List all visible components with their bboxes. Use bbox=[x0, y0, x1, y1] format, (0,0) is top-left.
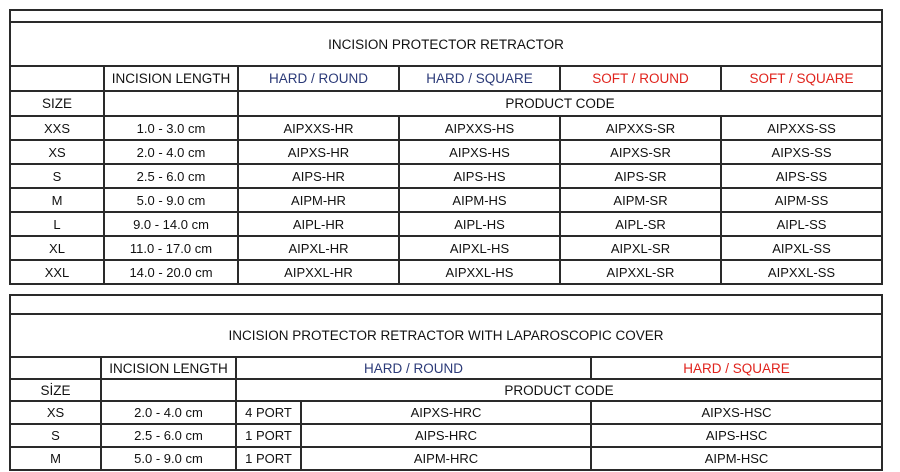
laparoscopic-cover-table bbox=[9, 294, 883, 471]
code-cell: AIPXXL-HR bbox=[238, 260, 399, 284]
table-row bbox=[10, 140, 882, 164]
code-cell: AIPM-HRC bbox=[301, 447, 591, 470]
table-title: INCISION PROTECTOR RETRACTOR WITH LAPAROSCOPIC COVER bbox=[10, 314, 882, 357]
blank-header-cell bbox=[10, 357, 101, 379]
category-soft-square: SOFT / SQUARE bbox=[721, 66, 882, 91]
category-hard-round: HARD / ROUND bbox=[236, 357, 591, 379]
category-soft-round: SOFT / ROUND bbox=[560, 66, 721, 91]
code-cell: AIPXL-HR bbox=[238, 236, 399, 260]
code-cell: AIPL-HR bbox=[238, 212, 399, 236]
table-row bbox=[10, 188, 882, 212]
code-cell: AIPXL-SR bbox=[560, 236, 721, 260]
code-cell: AIPXL-HS bbox=[399, 236, 560, 260]
table-row bbox=[10, 164, 882, 188]
table-row bbox=[10, 236, 882, 260]
code-cell: AIPXS-HRC bbox=[301, 401, 591, 424]
code-cell: AIPXXL-SR bbox=[560, 260, 721, 284]
table-row bbox=[10, 401, 882, 424]
length-cell: 2.0 - 4.0 cm bbox=[104, 140, 238, 164]
code-cell: AIPM-SS bbox=[721, 188, 882, 212]
length-cell: 2.0 - 4.0 cm bbox=[101, 401, 236, 424]
category-hard-square: HARD / SQUARE bbox=[399, 66, 560, 91]
product-code-header: PRODUCT CODE bbox=[238, 91, 882, 116]
size-cell: M bbox=[10, 188, 104, 212]
size-cell: XS bbox=[10, 140, 104, 164]
length-cell: 2.5 - 6.0 cm bbox=[101, 424, 236, 447]
category-hard-square: HARD / SQUARE bbox=[591, 357, 882, 379]
length-cell: 9.0 - 14.0 cm bbox=[104, 212, 238, 236]
incision-length-header: INCISION LENGTH bbox=[101, 357, 236, 379]
code-cell: AIPXXS-HR bbox=[238, 116, 399, 140]
size-header: SİZE bbox=[10, 379, 101, 401]
code-cell: AIPL-HS bbox=[399, 212, 560, 236]
code-cell: AIPL-SR bbox=[560, 212, 721, 236]
code-cell: AIPS-SS bbox=[721, 164, 882, 188]
port-cell: 1 PORT bbox=[236, 447, 301, 470]
top-strip bbox=[10, 295, 882, 314]
product-code-header: PRODUCT CODE bbox=[236, 379, 882, 401]
code-cell: AIPS-HS bbox=[399, 164, 560, 188]
port-cell: 1 PORT bbox=[236, 424, 301, 447]
size-cell: XXS bbox=[10, 116, 104, 140]
size-cell: M bbox=[10, 447, 101, 470]
size-cell: S bbox=[10, 424, 101, 447]
code-cell: AIPXXS-SS bbox=[721, 116, 882, 140]
table-title: INCISION PROTECTOR RETRACTOR bbox=[10, 22, 882, 66]
code-cell: AIPXS-HSC bbox=[591, 401, 882, 424]
code-cell: AIPM-HSC bbox=[591, 447, 882, 470]
code-cell: AIPS-HR bbox=[238, 164, 399, 188]
code-cell: AIPXS-HR bbox=[238, 140, 399, 164]
code-cell: AIPXL-SS bbox=[721, 236, 882, 260]
blank-header-cell bbox=[104, 91, 238, 116]
code-cell: AIPXXS-SR bbox=[560, 116, 721, 140]
blank-header-cell bbox=[10, 66, 104, 91]
size-cell: XXL bbox=[10, 260, 104, 284]
length-cell: 5.0 - 9.0 cm bbox=[104, 188, 238, 212]
code-cell: AIPXS-HS bbox=[399, 140, 560, 164]
size-cell: XS bbox=[10, 401, 101, 424]
code-cell: AIPS-SR bbox=[560, 164, 721, 188]
incision-protector-retractor-table bbox=[9, 9, 883, 285]
size-header: SIZE bbox=[10, 91, 104, 116]
code-cell: AIPM-HS bbox=[399, 188, 560, 212]
size-cell: S bbox=[10, 164, 104, 188]
size-cell: XL bbox=[10, 236, 104, 260]
code-cell: AIPXS-SR bbox=[560, 140, 721, 164]
table-row bbox=[10, 212, 882, 236]
table-row bbox=[10, 447, 882, 470]
length-cell: 1.0 - 3.0 cm bbox=[104, 116, 238, 140]
size-cell: L bbox=[10, 212, 104, 236]
code-cell: AIPS-HRC bbox=[301, 424, 591, 447]
code-cell: AIPXS-SS bbox=[721, 140, 882, 164]
code-cell: AIPXXS-HS bbox=[399, 116, 560, 140]
table-row bbox=[10, 116, 882, 140]
table-row bbox=[10, 260, 882, 284]
length-cell: 14.0 - 20.0 cm bbox=[104, 260, 238, 284]
port-cell: 4 PORT bbox=[236, 401, 301, 424]
table-row bbox=[10, 424, 882, 447]
code-cell: AIPL-SS bbox=[721, 212, 882, 236]
length-cell: 5.0 - 9.0 cm bbox=[101, 447, 236, 470]
code-cell: AIPS-HSC bbox=[591, 424, 882, 447]
category-hard-round: HARD / ROUND bbox=[238, 66, 399, 91]
code-cell: AIPM-HR bbox=[238, 188, 399, 212]
code-cell: AIPXXL-SS bbox=[721, 260, 882, 284]
length-cell: 2.5 - 6.0 cm bbox=[104, 164, 238, 188]
incision-length-header: INCISION LENGTH bbox=[104, 66, 238, 91]
blank-header-cell bbox=[101, 379, 236, 401]
code-cell: AIPM-SR bbox=[560, 188, 721, 212]
length-cell: 11.0 - 17.0 cm bbox=[104, 236, 238, 260]
code-cell: AIPXXL-HS bbox=[399, 260, 560, 284]
top-strip bbox=[10, 10, 882, 22]
